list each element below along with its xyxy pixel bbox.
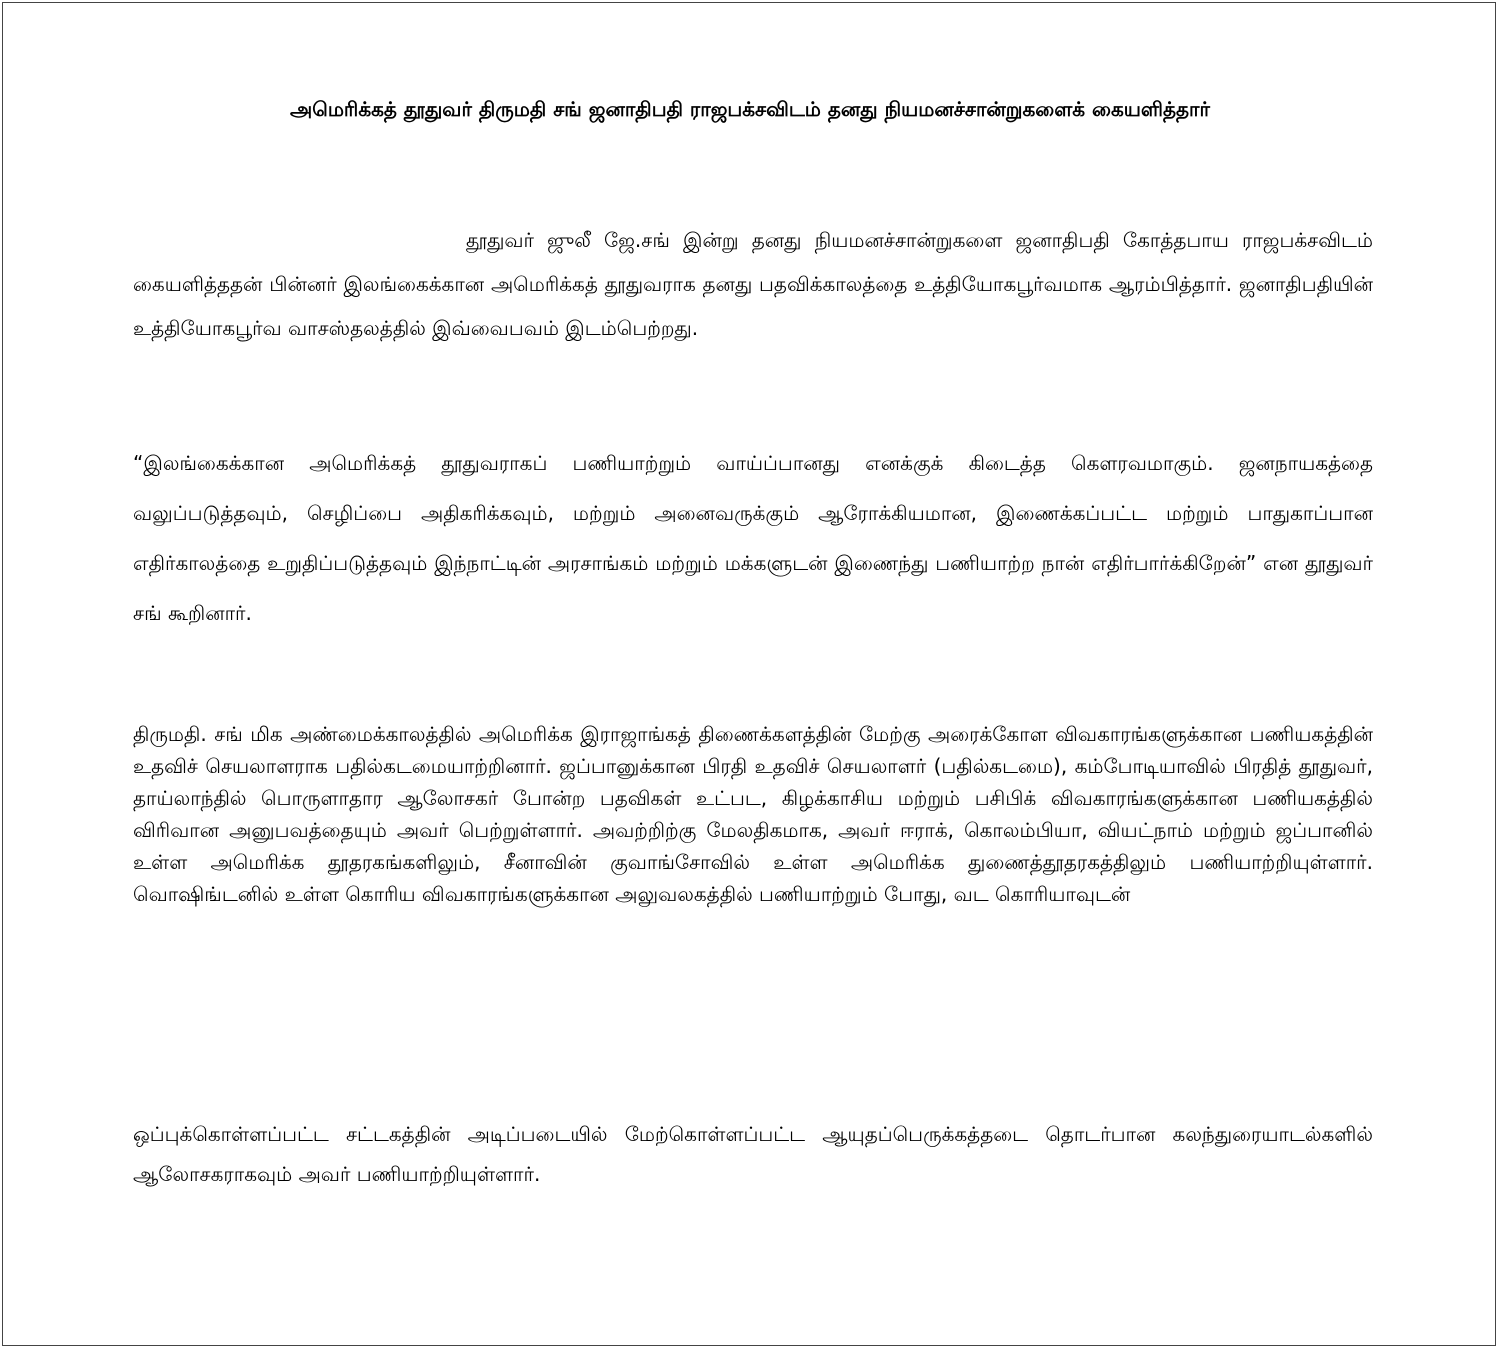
paragraph-career-continued: ஒப்புக்கொள்ளப்பட்ட சட்டகத்தின் அடிப்படையில் மேற்கொள்ளப்பட்ட ஆயுதப்பெருக்கத்தடை தொடர்பான கலந்துரையாடல்களில் ஆலோசகராகவும் அவர் பணியாற்றியுள்ளார். [133, 1122, 1373, 1186]
paragraph-quote: “இலங்கைக்கான அமெரிக்கத் தூதுவராகப் பணியாற்றும் வாய்ப்பானது எனக்குக் கிடைத்த கௌரவமாகும். ஜனநாயகத்தை வலுப்படுத்தவும், செழிப்பை அதிகரிக்கவும், மற்றும் அனைவருக்கும் ஆரோக்கியமான, இணைக்கப்பட்ட மற்றும் பாதுகாப்பான எதிர்காலத்தை உறுதிப்படுத்தவும் இந்நாட்டின் அரசாங்கம் மற்றும் மக்களுடன் இணைந்து பணியாற்ற நான் எதிர்பார்க்கிறேன்” என தூதுவர் சங் கூறினார். [133, 451, 1374, 625]
document-title: அமெரிக்கத் தூதுவர் திருமதி சங் ஜனாதிபதி ராஜபக்சவிடம் தனது நியமனச்சான்றுகளைக் கையளித்தார் [290, 97, 1210, 121]
paragraph-credentials: தூதுவர் ஜுலீ ஜே.சங் இன்று தனது நியமனச்சான்றுகளை ஜனாதிபதி கோத்தபாய ராஜபக்சவிடம் கையளித்ததன் பின்னர் இலங்கைக்கான அமெரிக்கத் தூதுவராக தனது பதவிக்காலத்தை உத்தியோகபூர்வமாக ஆரம்பித்தார். ஜனாதிபதியின் உத்தியோகபூர்வ வாசஸ்தலத்தில் இவ்வைபவம் இடம்பெற்றது. [133, 228, 1373, 340]
paragraph-career: திருமதி. சங் மிக அண்மைக்காலத்தில் அமெரிக்க இராஜாங்கத் திணைக்களத்தின் மேற்கு அரைக்கோள விவகாரங்களுக்கான பணியகத்தின் உதவிச் செயலாளராக பதில்கடமையாற்றினார். ஜப்பானுக்கான பிரதி உதவிச் செயலாளர் (பதில்கடமை), கம்போடியாவில் பிரதித் தூதுவர், தாய்லாந்தில் பொருளாதார ஆலோசகர் போன்ற பதவிகள் உட்பட, கிழக்காசிய மற்றும் பசிபிக் விவகாரங்களுக்கான பணியகத்தில் விரிவான அனுபவத்தையும் அவர் பெற்றுள்ளார். அவற்றிற்கு மேலதிகமாக, அவர் ஈராக், கொலம்பியா, வியட்நாம் மற்றும் ஜப்பானில் உள்ள அமெரிக்க தூதரகங்களிலும், சீனாவின் குவாங்சோவில் உள்ள அமெரிக்க துணைத்தூதரகத்திலும் பணியாற்றியுள்ளார். வொஷிங்டனில் உள்ள கொரிய விவகாரங்களுக்கான அலுவலகத்தில் பணியாற்றும் போது, வட கொரியாவுடன் [133, 722, 1373, 906]
